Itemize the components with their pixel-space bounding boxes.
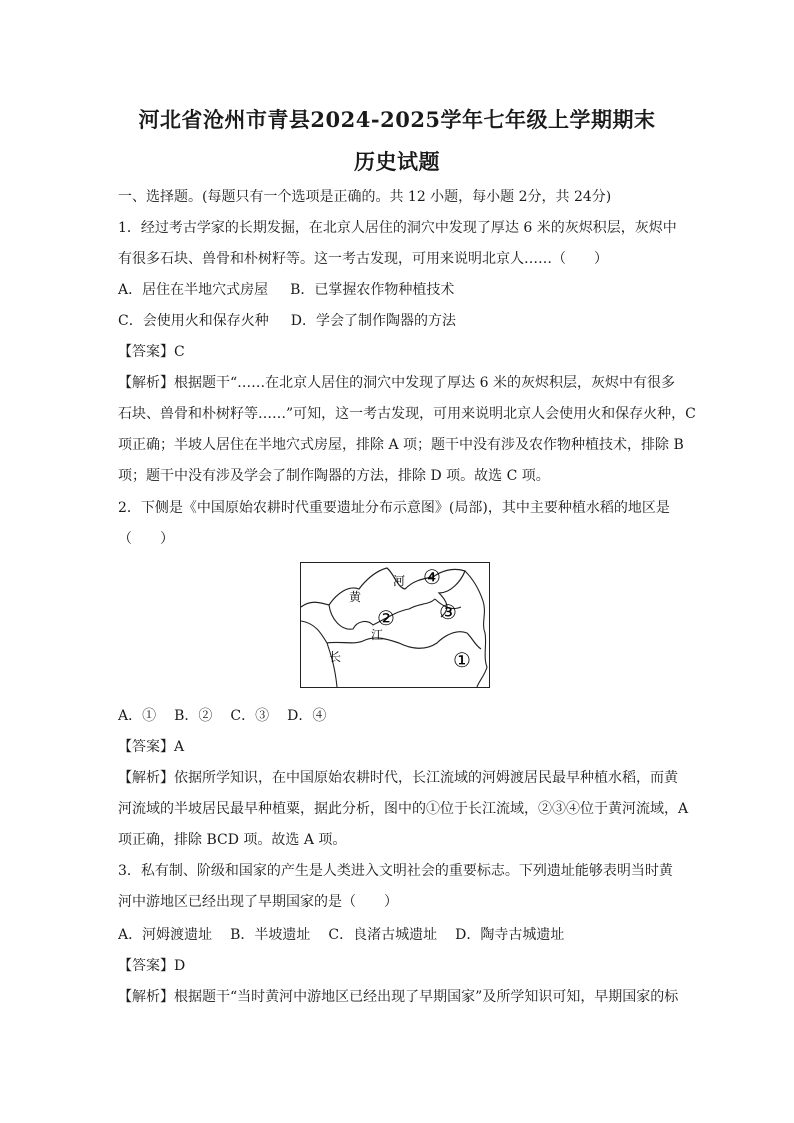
q3-answer: 【答案】D — [118, 958, 186, 974]
q3-option-a: A．河姆渡遗址 — [118, 927, 213, 943]
q1-option-a: A．居住在半地穴式房屋 — [118, 282, 269, 298]
q2-option-b: B．② — [174, 708, 213, 724]
q1-analysis-line: 石块、兽骨和朴树籽等……”可知，这一考古发现，可用来说明北京人会使用火和保存火种，C — [118, 406, 696, 422]
section-header: 一、选择题。(每题只有一个选项是正确的。共 12 小题，每小题 2分，共 24分) — [118, 189, 612, 205]
q2-analysis-line: 【解析】依据所学知识，在中国原始农耕时代，长江流域的河姆渡居民最早种植水稻，而黄 — [118, 770, 678, 786]
doc-subtitle: 历史试题 — [354, 149, 440, 174]
q2-map-svg — [301, 563, 489, 687]
q2-analysis-line: 河流域的半坡居民最早种植粟，据此分析，图中的①位于长江流域，②③④位于黄河流域，A — [118, 801, 689, 817]
q3-analysis-line: 【解析】根据题干“当时黄河中游地区已经出现了早期国家”及所学知识可知，早期国家的标 — [118, 989, 679, 1005]
q2-options — [118, 706, 698, 726]
q2-answer: 【答案】A — [118, 739, 185, 755]
q1-option-b: B．已掌握农作物种植技术 — [290, 282, 455, 298]
q2-stem-line2: （ ） — [118, 531, 174, 547]
q2-option-c: C．③ — [230, 708, 270, 724]
q1-options-row1 — [118, 280, 698, 300]
q3-stem-line1: 3．私有制、阶级和国家的产生是人类进入文明社会的重要标志。下列遗址能够表明当时黄 — [118, 863, 673, 879]
q2-option-a: A．① — [118, 708, 157, 724]
q1-stem-line1: 1．经过考古学家的长期发掘，在北京人居住的洞穴中发现了厚达 6 米的灰烬积层，灰烬中 — [118, 220, 677, 236]
q1-option-c: C．会使用火和保存火种 — [118, 313, 269, 329]
map-marker-3: ③ — [439, 600, 457, 624]
q1-analysis-line: 【解析】根据题干“……在北京人居住的洞穴中发现了厚达 6 米的灰烬积层，灰烬中有很多 — [118, 375, 675, 391]
q2-option-d: D．④ — [287, 708, 327, 724]
q1-analysis-line: 项正确；半坡人居住在半地穴式房屋，排除 A 项；题干中没有涉及农作物种植技术，排除 B — [118, 437, 684, 453]
map-label-huang: 黄 — [349, 590, 362, 604]
doc-title: 河北省沧州市青县2024-2025学年七年级上学期期末 — [138, 107, 656, 132]
q3-options — [118, 925, 698, 945]
map-label-chang: 长 — [329, 650, 342, 664]
q1-answer: 【答案】C — [118, 344, 185, 360]
q2-analysis-line: 项正确，排除 BCD 项。故选 A 项。 — [118, 832, 347, 848]
q1-stem-line2: 有很多石块、兽骨和朴树籽等。这一考古发现，可用来说明北京人……（ ） — [118, 251, 608, 267]
q2-stem-line1: 2．下侧是《中国原始农耕时代重要遗址分布示意图》(局部)，其中主要种植水稻的地区是 — [118, 500, 670, 516]
q1-options-row2 — [118, 311, 698, 331]
map-marker-2: ② — [377, 606, 395, 630]
map-marker-4: ④ — [423, 565, 441, 589]
yangtze-river-line — [327, 632, 481, 649]
q2-map-figure — [300, 562, 490, 688]
q3-option-d: D．陶寺古城遗址 — [455, 927, 565, 943]
map-label-he: 河 — [393, 574, 406, 588]
q3-option-b: B．半坡遗址 — [230, 927, 311, 943]
map-marker-1: ① — [453, 648, 471, 672]
q3-stem-line2: 河中游地区已经出现了早期国家的是（ ） — [118, 894, 398, 910]
map-label-jiang: 江 — [371, 628, 384, 642]
q3-option-c: C．良渚古城遗址 — [328, 927, 438, 943]
q1-analysis-line: 项；题干中没有涉及学会了制作陶器的方法，排除 D 项。故选 C 项。 — [118, 468, 550, 484]
q1-option-d: D．学会了制作陶器的方法 — [290, 313, 456, 329]
